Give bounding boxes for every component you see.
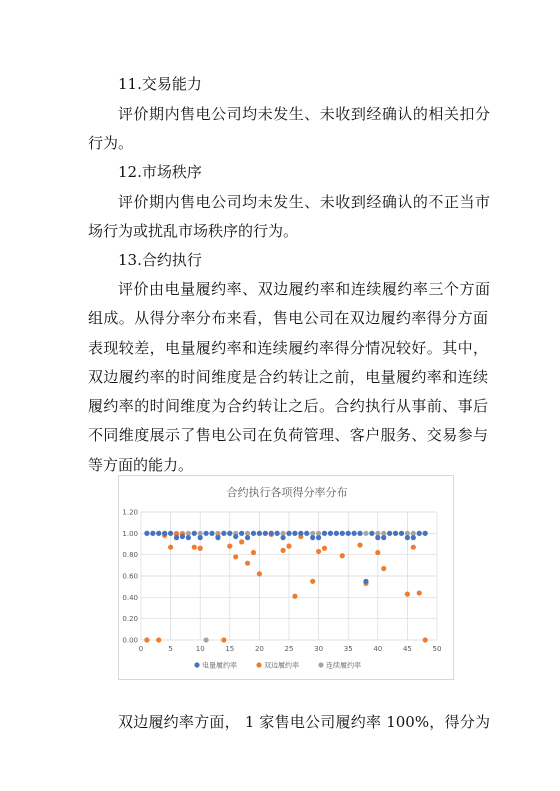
- y-tick-label: 1.20: [122, 508, 138, 517]
- x-tick-label: 35: [343, 645, 353, 653]
- legend-label: 电量履约率: [202, 661, 237, 670]
- x-tick-label: 50: [432, 645, 442, 653]
- chart-points: [144, 531, 427, 643]
- data-point: [257, 531, 262, 536]
- data-point: [399, 531, 404, 536]
- x-tick-label: 5: [168, 645, 173, 653]
- data-point: [316, 535, 321, 540]
- paragraph-line: 履约率的时间维度为合约转让之后。合约执行从事前、事后: [88, 397, 488, 415]
- x-tick-label: 10: [195, 645, 205, 653]
- paragraph-line: 不同维度展示了售电公司在负荷管理、客户服务、交易参与: [88, 426, 488, 444]
- data-point: [340, 531, 345, 536]
- paragraph-line: 表现较差，电量履约率和连续履约率得分情况较好。其中，: [88, 339, 488, 357]
- data-point: [233, 534, 238, 539]
- data-point: [417, 531, 422, 536]
- data-point: [180, 534, 185, 539]
- x-tick-label: 20: [254, 645, 264, 653]
- data-point: [275, 531, 280, 536]
- data-point: [310, 535, 315, 540]
- paragraph-line: 双边履约率方面， 1 家售电公司履约率 100%，得分为: [118, 713, 490, 731]
- x-tick-label: 45: [402, 645, 412, 653]
- data-point: [227, 531, 232, 536]
- data-point: [192, 545, 197, 550]
- data-point: [292, 531, 297, 536]
- data-point: [298, 531, 303, 536]
- data-point: [411, 535, 416, 540]
- y-tick-label: 0.40: [122, 593, 138, 602]
- data-point: [310, 579, 315, 584]
- data-point: [150, 531, 155, 536]
- contract-execution-chart: [118, 475, 454, 680]
- data-point: [144, 531, 149, 536]
- data-point: [352, 531, 357, 536]
- data-point: [168, 545, 173, 550]
- data-point: [263, 531, 268, 536]
- legend-label: 连续履约率: [326, 661, 361, 670]
- chart-title: 合约执行各项得分率分布: [226, 486, 348, 499]
- data-point: [346, 531, 351, 536]
- data-point: [257, 571, 262, 576]
- data-point: [251, 531, 256, 536]
- data-point: [411, 545, 416, 550]
- data-point: [363, 579, 368, 584]
- data-point: [186, 535, 191, 540]
- data-point: [423, 531, 428, 536]
- x-tick-label: 40: [373, 645, 383, 653]
- paragraph-line: 评价期内售电公司均未发生、未收到经确认的相关扣分: [118, 105, 490, 123]
- data-point: [174, 535, 179, 540]
- data-point: [322, 531, 327, 536]
- chart-legend: [194, 661, 361, 670]
- data-point: [280, 535, 285, 540]
- data-point: [286, 544, 291, 549]
- data-point: [239, 531, 244, 536]
- x-tick-label: 30: [314, 645, 324, 653]
- paragraph-line: 评价由电量履约率、双边履约率和连续履约率三个方面: [118, 280, 490, 298]
- section-heading-contract-execution: 13.合约执行: [118, 251, 202, 269]
- data-point: [156, 637, 161, 642]
- paragraph-line: 评价期内售电公司均未发生、未收到经确认的不正当市: [118, 193, 490, 211]
- data-point: [417, 590, 422, 595]
- data-point: [162, 531, 167, 536]
- data-point: [357, 542, 362, 547]
- data-point: [286, 531, 291, 536]
- data-point: [280, 548, 285, 553]
- y-tick-label: 0.80: [122, 551, 138, 560]
- data-point: [204, 637, 209, 642]
- data-point: [304, 531, 309, 536]
- data-point: [357, 531, 362, 536]
- data-point: [233, 554, 238, 559]
- data-point: [405, 592, 410, 597]
- legend-marker: [194, 662, 199, 667]
- data-point: [192, 531, 197, 536]
- data-point: [269, 531, 274, 536]
- section-heading-trading-ability: 11.交易能力: [118, 75, 202, 93]
- chart-svg: [119, 476, 455, 681]
- y-tick-label: 1.00: [122, 529, 138, 538]
- data-point: [334, 531, 339, 536]
- legend-marker: [318, 662, 323, 667]
- data-point: [322, 546, 327, 551]
- data-point: [245, 535, 250, 540]
- data-point: [215, 535, 220, 540]
- y-tick-label: 0.00: [122, 636, 138, 645]
- data-point: [198, 546, 203, 551]
- data-point: [156, 531, 161, 536]
- x-axis-ticks: [139, 645, 442, 653]
- data-point: [363, 531, 368, 536]
- paragraph-line: 行为。: [88, 134, 134, 152]
- data-point: [239, 539, 244, 544]
- legend-marker: [256, 662, 261, 667]
- paragraph-line: 双边履约率的时间维度是合约转让之前，电量履约率和连续: [88, 368, 488, 386]
- paragraph-line: 组成。从得分率分布来看，售电公司在双边履约率得分方面: [88, 309, 488, 327]
- paragraph-line: 场行为或扰乱市场秩序的行为。: [88, 222, 299, 240]
- y-tick-label: 0.20: [122, 615, 138, 624]
- data-point: [144, 637, 149, 642]
- data-point: [381, 535, 386, 540]
- data-point: [316, 549, 321, 554]
- data-point: [204, 531, 209, 536]
- data-point: [375, 550, 380, 555]
- y-tick-label: 0.60: [122, 572, 138, 581]
- data-point: [198, 535, 203, 540]
- data-point: [168, 531, 173, 536]
- data-point: [292, 594, 297, 599]
- data-point: [340, 553, 345, 558]
- data-point: [209, 531, 214, 536]
- data-point: [405, 535, 410, 540]
- x-tick-label: 0: [138, 645, 144, 653]
- x-tick-label: 25: [284, 645, 294, 653]
- data-point: [251, 550, 256, 555]
- data-point: [227, 544, 232, 549]
- data-point: [369, 531, 374, 536]
- legend-label: 双边履约率: [264, 661, 299, 670]
- data-point: [221, 531, 226, 536]
- paragraph-line: 等方面的能力。: [88, 456, 194, 474]
- section-heading-market-order: 12.市场秩序: [118, 163, 202, 181]
- data-point: [221, 637, 226, 642]
- data-point: [387, 531, 392, 536]
- y-axis-ticks: [122, 509, 138, 645]
- data-point: [381, 566, 386, 571]
- data-point: [375, 535, 380, 540]
- data-point: [423, 637, 428, 642]
- data-point: [393, 531, 398, 536]
- data-point: [328, 531, 333, 536]
- x-tick-label: 15: [225, 645, 235, 653]
- data-point: [245, 561, 250, 566]
